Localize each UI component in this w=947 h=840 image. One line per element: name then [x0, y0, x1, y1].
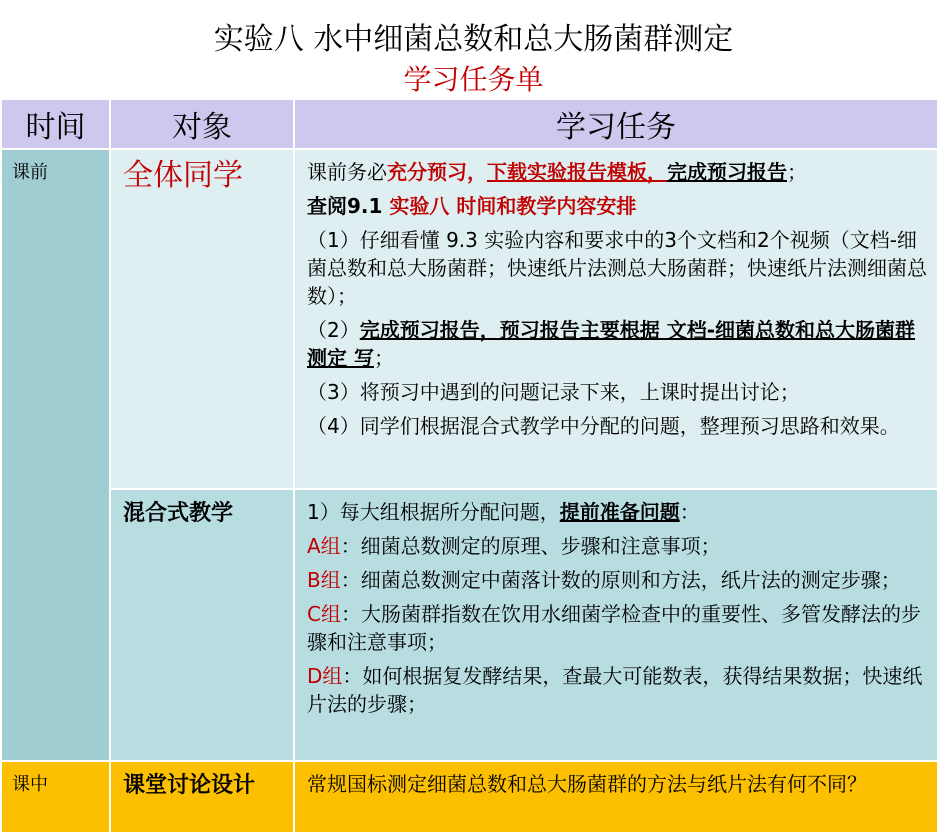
object-cell-all-students — [110, 149, 294, 489]
document-title: 实验八 水中细菌总数和总大肠菌群测定 — [213, 22, 734, 57]
text-span: 课前务必 — [307, 160, 387, 184]
task-cell-discussion — [294, 761, 938, 833]
text-span: 查阅9.1 — [307, 194, 390, 218]
text-span: 1）每大组根据所分配问题， — [307, 500, 560, 524]
text-span: ； — [373, 346, 394, 370]
group-label: A组 — [307, 534, 341, 558]
emphasis-span: 下载实验报告模板， — [487, 160, 667, 184]
group-label: B组 — [307, 568, 341, 592]
emphasis-span: 实验八 时间和教学内容安排 — [389, 194, 637, 218]
object-cell-blended — [110, 489, 294, 761]
task-item-1: （1）仔细看懂 9.3 实验内容和要求中的3个文档和2个视频（文档-细菌总数和总大肠菌群；快速纸片法测总大肠菌群；快速纸片法测细菌总数）； — [307, 228, 927, 308]
emphasis-span: 完成预习报告，预习报告主要根据 文档-细菌总数和总大肠菌群测定 写 — [307, 318, 915, 370]
task-question: 常规国标测定细菌总数和总大肠菌群的方法与纸片法有何不同？ — [307, 772, 867, 796]
group-d — [307, 662, 927, 718]
task-item-3: （3）将预习中遇到的问题记录下来，上课时提出讨论； — [307, 380, 800, 404]
task-line-2 — [307, 192, 927, 220]
group-c — [307, 600, 927, 656]
text-span: ：如何根据复发酵结果，查最大可能数表，获得结果数据；快速纸片法的步骤； — [307, 664, 923, 716]
emphasis-span: 提前准备问题 — [559, 500, 680, 524]
object-label: 混合式教学 — [123, 501, 234, 526]
text-span: （2） — [307, 318, 360, 342]
task-item-4: （4）同学们根据混合式教学中分配的问题，整理预习思路和效果。 — [307, 414, 900, 438]
task-item-2 — [307, 316, 927, 372]
group-label: C组 — [307, 602, 341, 626]
task-intro — [307, 498, 927, 526]
header-task: 学习任务 — [294, 99, 938, 149]
emphasis-span: 完成预习报告 — [667, 160, 787, 184]
text-span: ：细菌总数测定的原理、步骤和注意事项； — [340, 534, 721, 558]
text-span: ：大肠菌群指数在饮用水细菌学检查中的重要性、多管发酵法的步骤和注意事项； — [307, 602, 921, 654]
table-row — [1, 489, 938, 761]
document-subtitle: 学习任务单 — [403, 63, 544, 96]
text-span: ； — [787, 160, 807, 184]
table-row — [1, 761, 938, 833]
table-row — [1, 149, 938, 489]
time-cell-pre-class: 课前 — [1, 149, 110, 761]
task-cell-preview — [294, 149, 938, 489]
header-object: 对象 — [110, 99, 294, 149]
group-b — [307, 566, 927, 594]
task-table — [0, 98, 939, 834]
text-span: ： — [679, 500, 700, 524]
object-label: 课堂讨论设计 — [123, 773, 256, 798]
object-cell-discussion — [110, 761, 294, 833]
object-label: 全体同学 — [123, 158, 243, 193]
emphasis-span: 充分预习， — [387, 160, 487, 184]
header-time: 时间 — [1, 99, 110, 149]
group-a — [307, 532, 927, 560]
task-cell-blended — [294, 489, 938, 761]
task-line-1 — [307, 158, 927, 186]
header-row — [1, 99, 938, 149]
time-cell-in-class: 课中 — [1, 761, 110, 833]
text-span: ：细菌总数测定中菌落计数的原则和方法，纸片法的测定步骤； — [340, 568, 901, 592]
group-label: D组 — [307, 664, 343, 688]
